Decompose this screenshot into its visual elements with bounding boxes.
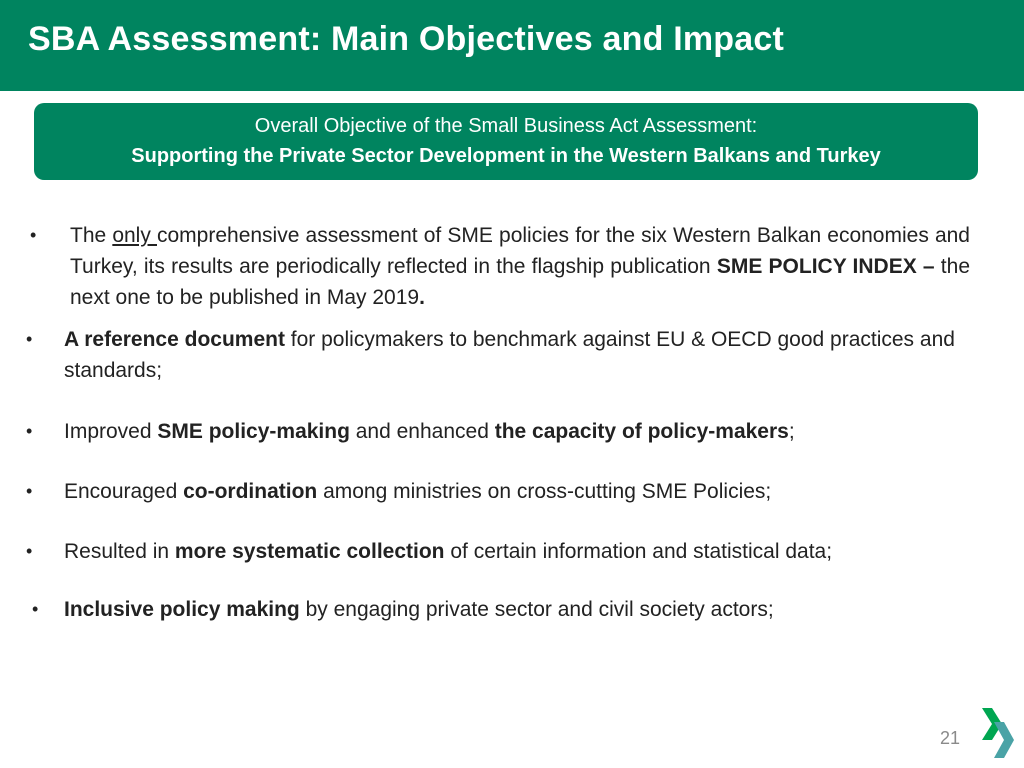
bullet-underlined-text: only	[112, 224, 157, 247]
bullet-marker: •	[26, 421, 33, 441]
bullet-item-reference-document	[26, 324, 994, 386]
bullet-marker: •	[26, 541, 33, 561]
bullet-bold-text: .	[419, 286, 425, 309]
bullet-bold-text: Inclusive policy making	[64, 598, 300, 621]
bullet-text: the next one to be published in May 2019	[70, 255, 971, 309]
bullet-bold-text: SME POLICY INDEX –	[716, 255, 935, 278]
bullet-text: The	[70, 224, 113, 247]
oecd-logo-icon	[978, 702, 1018, 764]
slide-title: SBA Assessment: Main Objectives and Impact	[28, 20, 785, 58]
bullet-item-only-assessment	[30, 220, 971, 313]
bullet-bold-text: more systematic collection	[174, 540, 445, 563]
objective-statement: Supporting the Private Sector Development in the Western Balkans and Turkey	[131, 145, 881, 167]
bullet-item-policy-making	[26, 416, 994, 447]
bullet-text: and enhanced	[349, 420, 495, 443]
bullet-marker: •	[26, 329, 33, 349]
bullet-item-inclusive-policy	[32, 594, 994, 625]
bullet-text: Encouraged	[64, 480, 184, 503]
bullet-text: ;	[788, 420, 795, 443]
page-number: 21	[940, 728, 961, 748]
bullet-text: Resulted in	[64, 540, 175, 563]
bullet-text: for policymakers to benchmark against EU & OECD good practices and standards;	[64, 328, 955, 382]
bullet-item-data-collection	[26, 536, 994, 567]
bullet-text: among ministries on cross-cutting SME Policies;	[317, 480, 772, 503]
bullet-text: of certain information and statistical data;	[444, 540, 833, 563]
bullet-marker: •	[30, 225, 37, 245]
objective-box	[34, 103, 978, 180]
bullet-marker: •	[26, 481, 33, 501]
bullet-text: Improved	[64, 420, 158, 443]
title-bar	[0, 0, 1024, 91]
bullet-text: comprehensive assessment of SME policies for the six Western Balkan economies and Turkey, its results are periodically reflected in the flagship publication	[70, 224, 970, 278]
bullet-item-coordination	[26, 476, 994, 507]
bullet-bold-text: A reference document	[64, 328, 285, 351]
bullet-bold-text: co-ordination	[183, 480, 318, 503]
objective-heading: Overall Objective of the Small Business Act Assessment:	[254, 115, 758, 137]
bullet-text: by engaging private sector and civil society actors;	[299, 598, 774, 621]
bullet-bold-text: the capacity of policy-makers	[494, 420, 789, 443]
bullet-bold-text: SME policy-making	[157, 420, 350, 443]
bullet-marker: •	[32, 599, 39, 619]
